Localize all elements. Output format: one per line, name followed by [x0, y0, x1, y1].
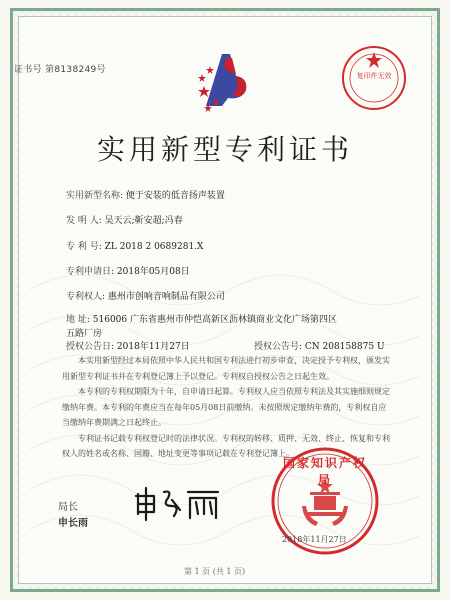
handwritten-signature	[132, 484, 222, 524]
page-title: 实用新型专利证书	[96, 133, 353, 166]
field-grant-date: 授权公告日: 2018年11月27日	[66, 342, 190, 352]
signature-title: 局长	[58, 502, 78, 513]
field-publication-number: 授权公告号: CN 208158875 U	[254, 342, 385, 352]
field-utility-name: 实用新型名称: 便于安装的低音扬声装置	[66, 191, 225, 201]
signature-name: 申长雨	[58, 518, 88, 529]
certificate-number-value: 第8138249号	[45, 65, 106, 75]
field-patentee: 专利权人: 惠州市创响音响制品有限公司	[66, 292, 225, 302]
seal-date: 2018年11月27日	[282, 535, 347, 544]
field-inventor: 发 明 人: 吴天云;靳安超;冯春	[66, 216, 183, 226]
corner-stamp-text: 复印件无效	[356, 72, 392, 80]
body-paragraph: 专利证书记载专利权登记时的法律状况。专利权的转移、质押、无效、终止、恢复和专利权人的姓名或名称、国籍、地址变更等事项记载在专利登记簿上。	[62, 433, 390, 458]
field-address: 地 址: 516006 广东省惠州市仲恺高新区沥林镇商业文化广场第四区五路厂房	[66, 315, 337, 339]
certificate-number-label: 证书号	[14, 65, 42, 75]
field-patent-number: 专 利 号: ZL 2018 2 0689281.X	[66, 242, 204, 252]
certificate-number	[14, 62, 106, 75]
body-paragraph: 本实用新型经过本局依照中华人民共和国专利法进行初步审查，决定授予专利权，颁发实用新型专利证书并在专利登记簿上予以登记。专利权自授权公告之日起生效。	[62, 356, 390, 381]
cnipa-emblem-icon	[196, 46, 260, 116]
field-application-date: 专利申请日: 2018年05月08日	[66, 267, 190, 277]
seal-text: 国家知识产权局	[282, 456, 367, 487]
body-paragraph: 本专利的专利权期限为十年，自申请日起算。专利权人应当依照专利法及其实施细则规定缴纳年费。本专利的年费应当在每年05月08日前缴纳。未按照规定缴纳年费的，专利权自应当缴纳年费期满之日起终止。	[62, 387, 390, 427]
page-footer: 第 1 页 (共 1 页)	[184, 567, 246, 576]
